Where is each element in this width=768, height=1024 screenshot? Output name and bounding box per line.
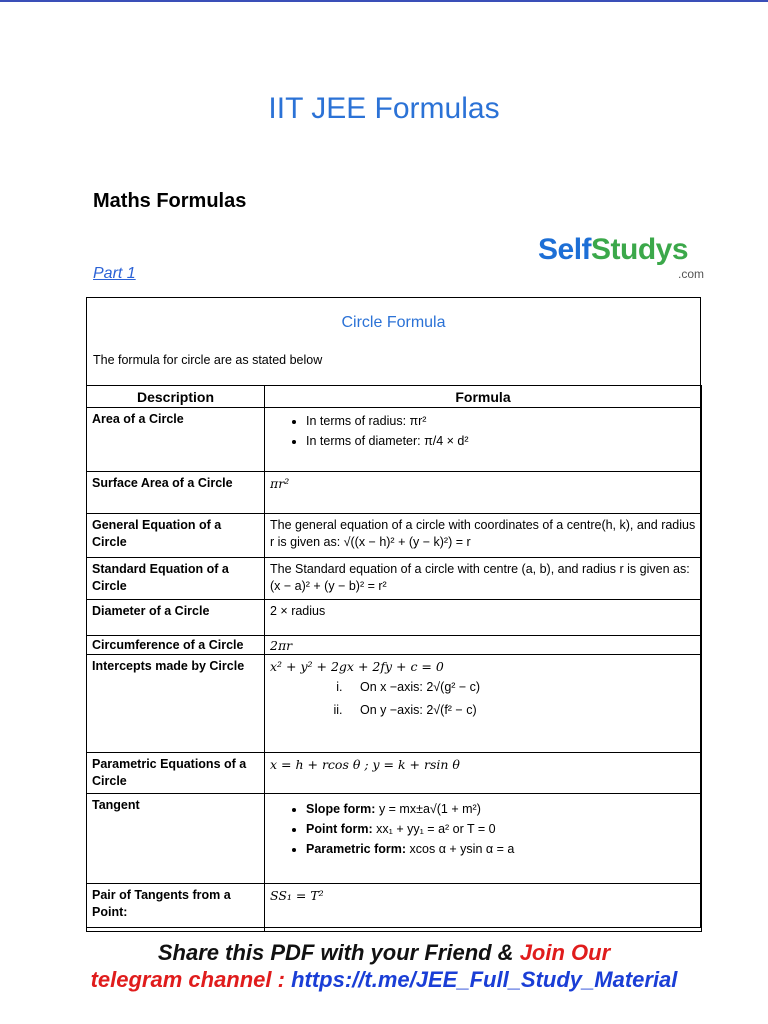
table-header-row [87,386,702,408]
tangent-form-label: Slope form: [306,802,376,816]
row-formula: The Standard equation of a circle with centre (a, b), and radius r is given as: (x − a)² + (y − b)² = r² [265,558,702,600]
row-desc: Tangent [87,794,265,884]
list-item: i. On x −axis: 2√(g² − c) [346,679,696,696]
table-row [87,753,702,794]
footer-telegram-label: telegram channel : [90,967,292,992]
tangent-list [270,801,696,858]
row-desc: Standard Equation of a Circle [87,558,265,600]
list-item [306,821,696,838]
row-formula: x = h + rcos θ ; y = k + rsin θ [265,753,702,794]
list-item: ii. On y −axis: 2√(f² − c) [346,702,696,719]
table-row [87,636,702,655]
row-formula [265,408,702,472]
top-border-line [0,0,768,2]
row-formula: 2 × radius [265,600,702,636]
row-formula: πr² [265,472,702,514]
brand-logo [538,233,708,267]
list-item [306,801,696,818]
formula-list [270,413,696,450]
header-description: Description [87,386,265,408]
tangent-form-formula: y = mx±a√(1 + m²) [378,802,481,816]
section-intro: The formula for circle are as stated below [93,353,323,367]
row-formula: 2πr [265,636,702,655]
tangent-form-formula: xx₁ + yy₁ = a² or T = 0 [376,822,496,836]
row-desc: General Equation of a Circle [87,514,265,558]
row-desc: Intercepts made by Circle [87,655,265,753]
intercept-list [270,679,696,719]
row-formula: SS₁ = T² [265,884,702,932]
brand-studys: Studys [591,233,689,266]
tangent-form-formula: xcos α + ysin α = a [409,842,515,856]
formula-table [86,385,702,932]
table-row [87,884,702,932]
table-row [87,408,702,472]
tangent-form-label: Parametric form: [306,842,407,856]
page-title: IIT JEE Formulas [268,92,500,125]
tangent-form-label: Point form: [306,822,373,836]
row-desc: Circumference of a Circle [87,636,265,655]
row-formula [265,655,702,753]
row-desc: Pair of Tangents from a Point: [87,884,265,932]
footer-telegram-line [0,967,768,993]
section-title: Circle Formula [341,314,446,331]
row-formula [265,794,702,884]
part-link[interactable]: Part 1 [93,265,136,282]
footer-share-text: Share this PDF with your Friend & [157,940,520,965]
intercept-equation: x² + y² + 2gx + 2fy + c = 0 [270,659,444,674]
row-desc: Parametric Equations of a Circle [87,753,265,794]
table-row [87,655,702,753]
table-row [87,514,702,558]
table-row [87,794,702,884]
row-desc: Area of a Circle [87,408,265,472]
brand-suffix: .com [677,267,704,281]
footer-share-line [0,940,768,966]
list-item [306,841,696,858]
brand-self: Self [538,233,592,266]
table-row [87,472,702,514]
list-item: • In terms of radius: πr² [306,413,696,430]
footer-join-text: Join Our [519,940,611,965]
row-formula: The general equation of a circle with coordinates of a centre(h, k), and radius r is given as: √((x − h)² + (y − k)²) = r [265,514,702,558]
table-row [87,558,702,600]
header-formula: Formula [265,386,702,408]
page-subtitle: Maths Formulas [93,190,247,212]
telegram-link[interactable]: https://t.me/JEE_Full_Study_Material [291,967,678,992]
table-row [87,600,702,636]
row-desc: Diameter of a Circle [87,600,265,636]
list-item: • In terms of diameter: π/4 × d² [306,433,696,450]
row-desc: Surface Area of a Circle [87,472,265,514]
